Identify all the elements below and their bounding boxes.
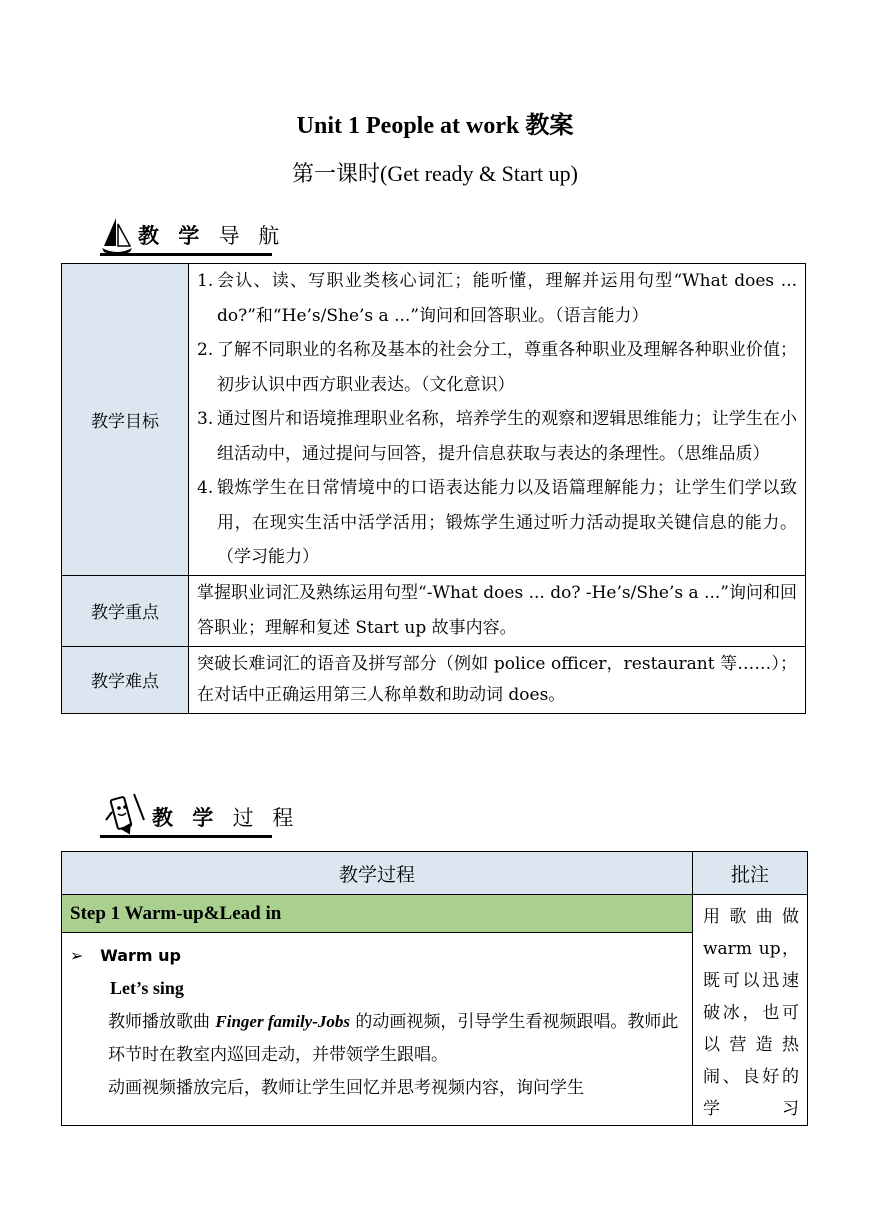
document-title: Unit 1 People at work 教案 [296, 113, 574, 139]
arrow-bullet-icon: ➢ [70, 946, 101, 966]
teaching-navigation-table [61, 263, 806, 714]
key-points-label: 教学重点 [62, 575, 189, 646]
paragraph: 动画视频播放完后，教师让学生回忆并思考视频内容，询问学生 [108, 1078, 584, 1099]
difficulties-cell: 突破长难词汇的语音及拼写部分（例如 police officer，restaurant 等……）；在对话中正确运用第三人称单数和助动词 does。 [189, 646, 806, 713]
subheading-lets-sing: Let’s sing [110, 978, 184, 999]
section-title-navigation: 教 学 导 航 [138, 224, 286, 248]
section-rule [100, 835, 272, 838]
note-cell: 用歌曲做 warm up，既可以迅速破冰，也可以营造热闹、良好的学习 [693, 895, 808, 1126]
column-header-notes: 批注 [693, 852, 808, 895]
pencil-mascot-icon [100, 790, 148, 838]
goal-item: 4. 锻炼学生在日常情境中的口语表达能力以及语篇理解能力；让学生们学以致用，在现实生活中活学活用；锻炼学生通过听力活动提取关键信息的能力。（学习能力） [197, 478, 797, 567]
section-header-navigation [100, 208, 285, 256]
table-row-goals [62, 264, 806, 576]
table-row-step1 [62, 895, 808, 933]
bullet-warm-up: ➢ Warm up [70, 946, 181, 966]
goal-item: 2. 了解不同职业的名称及基本的社会分工，尊重各种职业及理解各种职业价值；初步认识中西方职业表达。（文化意识） [197, 340, 797, 395]
sailboat-icon [100, 216, 134, 256]
paragraph: 教师播放歌曲 Finger family-Jobs 的动画视频，引导学生看视频跟唱。教师此环节时在教室内巡回走动，并带领学生跟唱。 [108, 1012, 679, 1066]
section-title-process: 教 学 过 程 [152, 806, 300, 830]
step-1-body [62, 933, 693, 1126]
section-header-process [100, 790, 299, 838]
column-header-process: 教学过程 [62, 852, 693, 895]
teaching-process-table [61, 851, 808, 1126]
table-row-difficulties [62, 646, 806, 713]
step-1-heading: Step 1 Warm-up&Lead in [62, 895, 693, 933]
difficulties-label: 教学难点 [62, 646, 189, 713]
document-subtitle: 第一课时(Get ready & Start up) [292, 161, 578, 186]
key-points-cell: 掌握职业词汇及熟练运用句型“-What does ... do? -He’s/She’s a ...”询问和回答职业；理解和复述 Start up 故事内容。 [189, 575, 806, 646]
goal-item: 3. 通过图片和语境推理职业名称，培养学生的观察和逻辑思维能力；让学生在小组活动中，通过提问与回答，提升信息获取与表达的条理性。（思维品质） [197, 409, 797, 464]
goal-item: 1. 会认、读、写职业类核心词汇；能听懂，理解并运用句型“What does ... do?”和“He’s/She’s a ...”询问和回答职业。（语言能力） [197, 271, 797, 326]
table-row-key-points [62, 575, 806, 646]
goals-label: 教学目标 [62, 264, 189, 576]
goals-cell [189, 264, 806, 576]
section-rule [100, 253, 272, 256]
table-header-row [62, 852, 808, 895]
